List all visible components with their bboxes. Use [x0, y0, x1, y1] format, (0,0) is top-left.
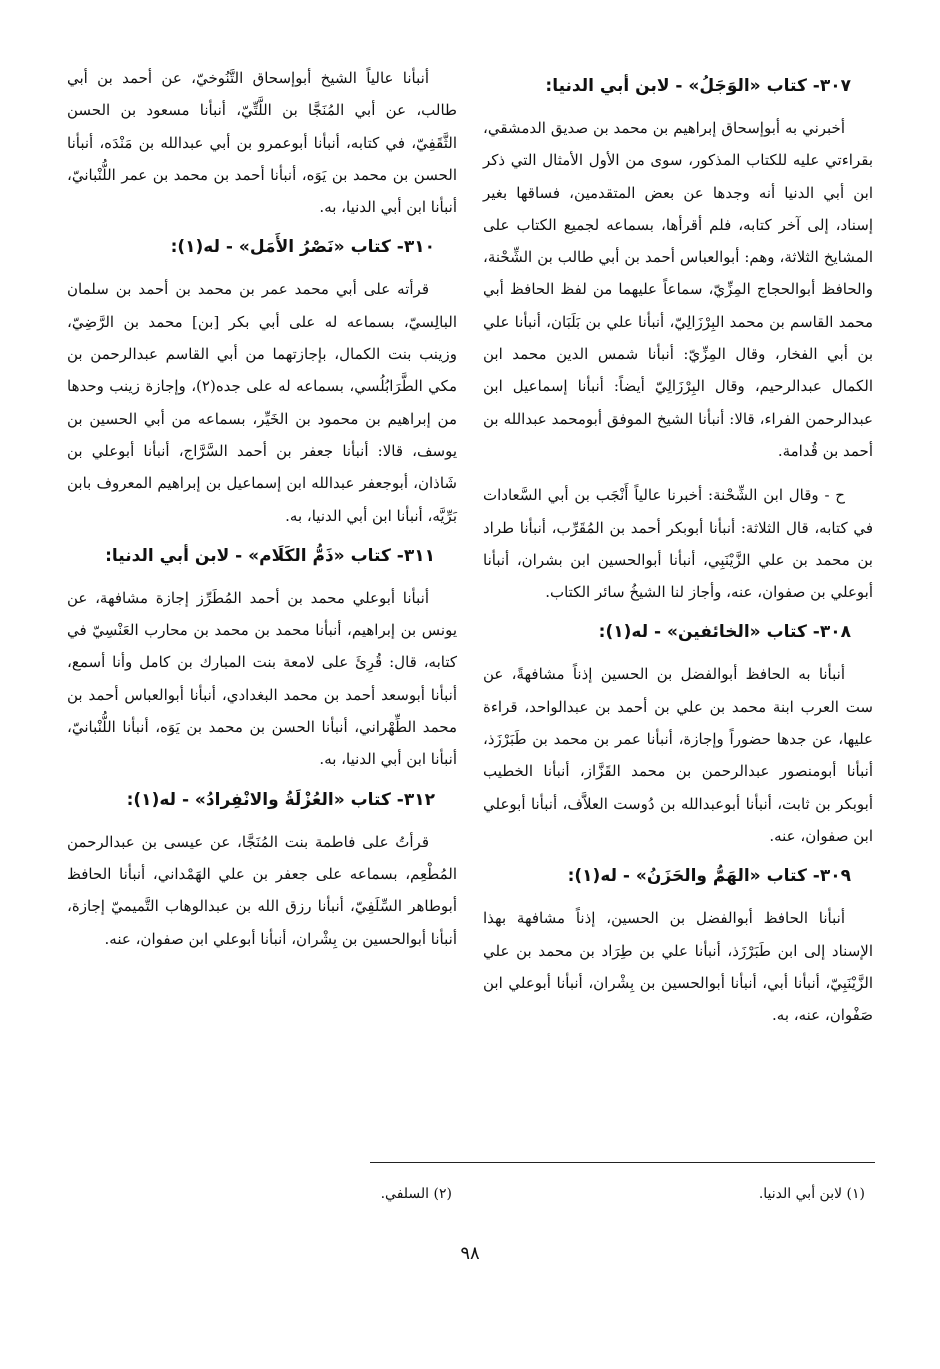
- heading-307: ٣٠٧- كتاب «الوَجَلُ» - لابن أبي الدنيا:: [545, 76, 851, 96]
- heading-308: ٣٠٨- كتاب «الخائفين» - له(١):: [598, 622, 851, 643]
- footnote-1: (١) لابن أبي الدنيا.: [758, 1186, 865, 1202]
- paragraph-312: قرأتُ على فاطمة بنت المُنَجَّا، عن عيسى بن عبدالرحمن المُطْعِم، بسماعه على جعفر بن علي الهَمْداني، أنبأنا الحافظ أبوطاهر السِّلَفِيّ، أنبأنا رزق الله بن عبدالوهاب التَّميميّ إجازة، أنبأنا أبوالحسين بن بِشْران، أنبأنا أبوعلي ابن صفوان، عنه.: [67, 832, 457, 948]
- heading-310: ٣١٠- كتاب «نَصْرُ الأَمَل» - له(١):: [170, 237, 435, 258]
- page-number: ٩٨: [460, 1243, 480, 1264]
- paragraph-308: أنبأنا به الحافظ أبوالفضل بن الحسين إذناً مشافهةً، عن ست العرب ابنة محمد بن علي بن أحمد بن عبدالواحد، قراءة عليها، عن جدها حضوراً وإجازة، أنبأنا عمر بن محمد بن طَبَرْزَذ، أنبأنا أبومنصور عبدالرحمن بن محمد القَزَّاز، أنبأنا الخطيب أبوبكر بن ثابت، أنبأنا أبوعبدالله بن دُوست العلاَّف، أنبأنا أبوعلي ابن صفوان، عنه.: [483, 665, 873, 845]
- paragraph-continuation: أنبأنا عالياً الشيخ أبوإسحاق التَّنُوخيّ، عن أحمد بن أبي طالب، عن أبي المُنَجَّا بن اللَّتِّيّ، أنبأنا مسعود بن الحسن الثَّقَفِيّ، في كتابه، أنبأنا أبوعمرو بن أبي عبدالله بن مَنْدَه، أنبأنا الحسن بن محمد بن يَوَه، أنبأنا أحمد بن محمد بن عمر اللُّنْبانيّ، أنبأنا ابن أبي الدنيا، به.: [67, 69, 457, 217]
- footnote-2: (٢) السلفي.: [380, 1186, 452, 1202]
- left-column: [67, 62, 457, 955]
- heading-309: ٣٠٩- كتاب «الهَمُّ والحَزَنُ» - له(١):: [567, 866, 851, 887]
- paragraph-307-main: أخبرني به أبوإسحاق إبراهيم بن محمد بن صديق الدمشقي، بقراءتي عليه للكتاب المذكور، سوى من الأول الأمثال التي ذكر ابن أبي الدنيا أنه وجدها عن بعض المتقدمين، فساقها بغير إسناد، إلى آخر كتابه، فلم أقرأها، بسماعه لجميع الكتاب على المشايخ الثلاثة، وهم: أبوالعباس أحمد بن أبي طالب بن الشِّحْنة، والحافظ أبوالحجاج المِزِّيّ، سماعاً عليهما من لفظ الحافظ أبي محمد القاسم بن محمد البِرْزَالِيّ، أنبأنا علي بن بَلَبَان، أنبأنا علي بن أبي الفخار، وقال المِزِّيّ: أنبأنا شمس الدين محمد ابن الكمال عبدالرحيم، وقال البِرْزَالِيّ أيضاً: أنبأنا إسماعيل ابن عبدالرحمن الفراء، قالا: أنبأنا الشيخ الموفق أبومحمد عبدالله بن أحمد بن قُدامة.: [483, 119, 873, 460]
- right-column: [483, 62, 873, 1031]
- heading-312: ٣١٢- كتاب «العُزْلَةُ والانْفِرادُ» - له(١):: [126, 789, 435, 810]
- heading-311: ٣١١- كتاب «ذَمُّ الكَلَام» - لابن أبي الدنيا:: [105, 545, 435, 566]
- footnote-divider: [370, 1162, 875, 1163]
- paragraph-307-ha: ح - وقال ابن الشِّحْنة: أخبرنا عالياً أَنْجَب بن أبي السَّعادات في كتابه، قال الثلاثة: أنبأنا أبوبكر أحمد بن المُقَرِّب، أنبأنا طراد بن محمد بن علي الزَّيْنَبِي، أنبأنا أبوالحسين ابن بشران، أنبأنا أبوعلي بن صفوان، عنه، وأجاز لنا الشيخُ سائر الكتاب.: [483, 486, 873, 602]
- paragraph-310: قرأته على أبي محمد عمر بن محمد بن أحمد بن سلمان البالِسيّ، بسماعه له على أبي بكر [بن] محمد بن الرَّضِيّ، وزينب بنت الكمال، بإجازتهما من أبي القاسم عبدالرحمن بن مكي الطَّرَابُلُسي، بسماعه له على جده(٢)، وإجازة زينب وحدها من إبراهيم بن محمود بن الخَيِّر، بسماعه من أبي الحسين بن يوسف، قالا: أنبأنا جعفر بن أحمد السَّرَّاج، أنبأنا أبوعلي بن شَاذان، أبوجعفر عبدالله ابن إسماعيل بن إبراهيم المعروف بابن بَرِّيَّه، أنبأنا ابن أبي الدنيا، به.: [67, 280, 457, 525]
- paragraph-311: أنبأنا أبوعلي محمد بن أحمد المُطَرِّز إجازة مشافهة، عن يونس بن إبراهيم، أنبأنا محمد بن محمد بن محارب العَنْسِيّ في كتابه، قال: قُرِئَ على لامعة بنت المبارك بن كامل وأنا أسمع، أنبأنا أبوسعد أحمد بن محمد البغدادي، أنبأنا أبوالعباس أحمد بن محمد الطِّهْراني، أنبأنا الحسن بن محمد بن يَوَه، أنبأنا اللُّنْبانيّ، أنبأنا ابن أبي الدنيا، به.: [67, 588, 457, 769]
- paragraph-309: أنبأنا الحافظ أبوالفضل بن الحسين، إذناً مشافهة بهذا الإسناد إلى ابن طَبَرْزَذ، أنبأنا علي بن طِرَاد بن محمد بن علي الزَّيْنَبِيّ، أنبأنا أبي، أنبأنا أبوالحسين بن بِشْران، أنبأنا أبوعلي ابن صَفْوان، عنه، به.: [483, 909, 873, 1025]
